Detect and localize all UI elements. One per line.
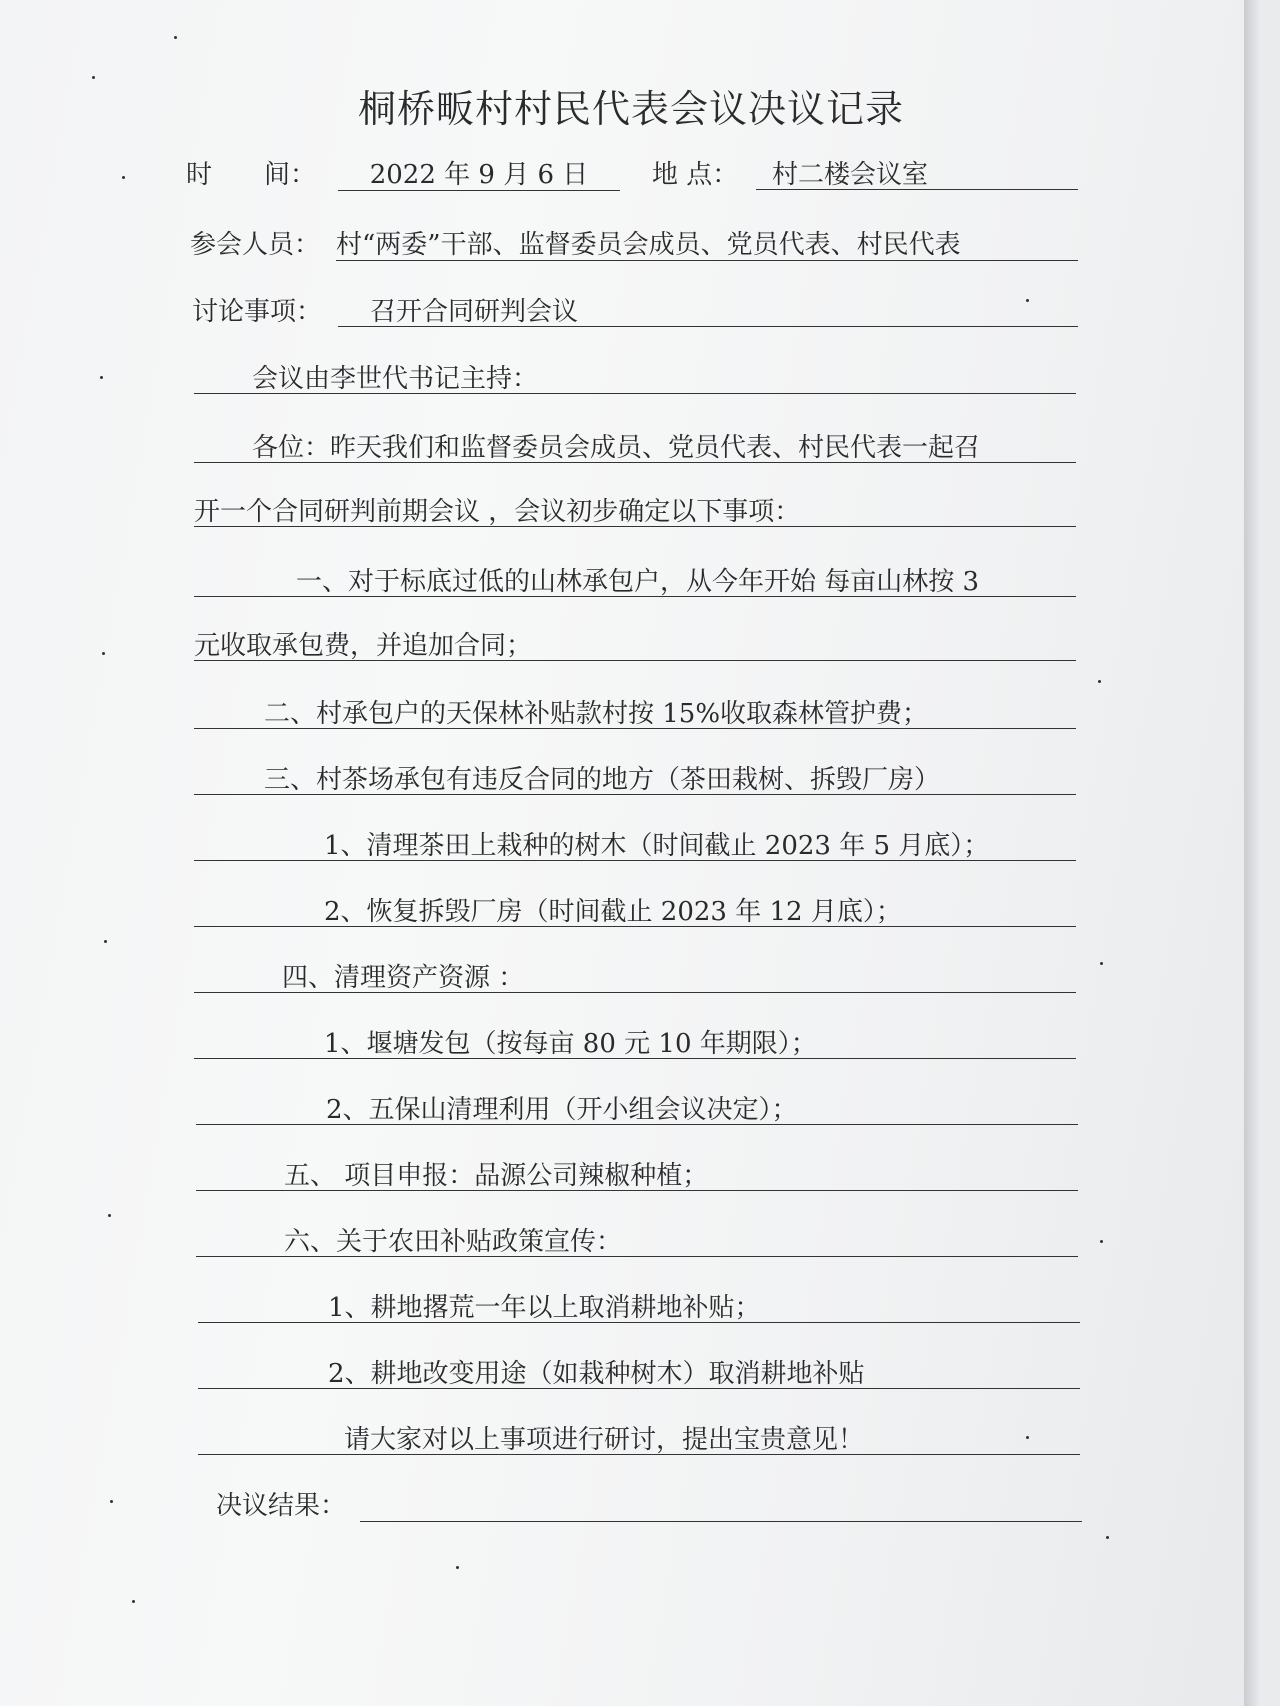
scan-speck — [110, 1500, 113, 1503]
scan-speck — [456, 1566, 459, 1569]
minutes-line: 1、耕地撂荒一年以上取消耕地补贴； — [198, 1293, 1080, 1323]
minutes-line: 2、耕地改变用途（如栽种树木）取消耕地补贴 — [198, 1359, 1080, 1389]
time-label: 时 间： — [186, 160, 317, 190]
scan-speck — [100, 376, 103, 379]
scan-speck — [1106, 1536, 1109, 1539]
paper-edge-shadow — [1244, 0, 1262, 1706]
scan-speck — [92, 76, 95, 79]
resolution-label: 决议结果： — [216, 1491, 347, 1521]
minutes-line: 元收取承包费，并追加合同； — [194, 631, 1076, 661]
scan-speck — [102, 652, 105, 655]
document-title: 桐桥畈村村民代表会议决议记录 — [357, 87, 904, 131]
minutes-line: 二、村承包户的天保林补贴款村按 15%收取森林管护费； — [194, 699, 1076, 729]
minutes-line: 1、清理茶田上栽种的树木（时间截止 2023 年 5 月底）； — [194, 831, 1076, 861]
minutes-line: 开一个合同研判前期会议 ，会议初步确定以下事项： — [194, 497, 1076, 527]
minutes-line: 六、关于农田补贴政策宣传： — [196, 1227, 1078, 1257]
attendees-label: 参会人员： — [190, 230, 321, 260]
scan-speck — [1026, 1436, 1029, 1439]
minutes-line: 2、五保山清理利用（开小组会议决定）； — [196, 1095, 1078, 1125]
scan-speck — [1100, 1240, 1103, 1243]
minutes-line: 请大家对以上事项进行研讨，提出宝贵意见！ — [198, 1425, 1080, 1455]
time-value: 2022 年 9 月 6 日 — [338, 160, 620, 191]
place-value: 村二楼会议室 — [756, 160, 1078, 190]
minutes-line: 四、清理资产资源 ： — [194, 963, 1076, 993]
scan-speck — [104, 940, 107, 943]
minutes-line: 三、村茶场承包有违反合同的地方（茶田栽树、拆毁厂房） — [194, 765, 1076, 795]
scan-speck — [174, 36, 177, 39]
scan-speck — [108, 1214, 111, 1217]
minutes-line: 一、对于标底过低的山林承包户，从今年开始 每亩山林按 3 — [194, 567, 1076, 597]
scan-speck — [1026, 299, 1029, 302]
topic-value: 召开合同研判会议 — [338, 297, 1078, 327]
topic-label: 讨论事项： — [192, 297, 323, 327]
minutes-line: 各位：昨天我们和监督委员会成员、党员代表、村民代表一起召 — [194, 433, 1076, 463]
scan-speck — [132, 1600, 135, 1603]
scan-speck — [1100, 962, 1103, 965]
minutes-line: 1、堰塘发包（按每亩 80 元 10 年期限）； — [194, 1029, 1076, 1059]
scan-speck — [122, 176, 125, 179]
resolution-field — [360, 1491, 1082, 1522]
scan-speck — [1098, 680, 1101, 683]
minutes-line: 2、恢复拆毁厂房（时间截止 2023 年 12 月底）； — [194, 897, 1076, 927]
place-label: 地 点： — [652, 160, 739, 190]
minutes-line: 会议由李世代书记主持： — [194, 364, 1076, 394]
attendees-value: 村“两委”干部、监督委员会成员、党员代表、村民代表 — [336, 230, 1078, 261]
minutes-line: 五、 项目申报：品源公司辣椒种植； — [196, 1161, 1078, 1191]
